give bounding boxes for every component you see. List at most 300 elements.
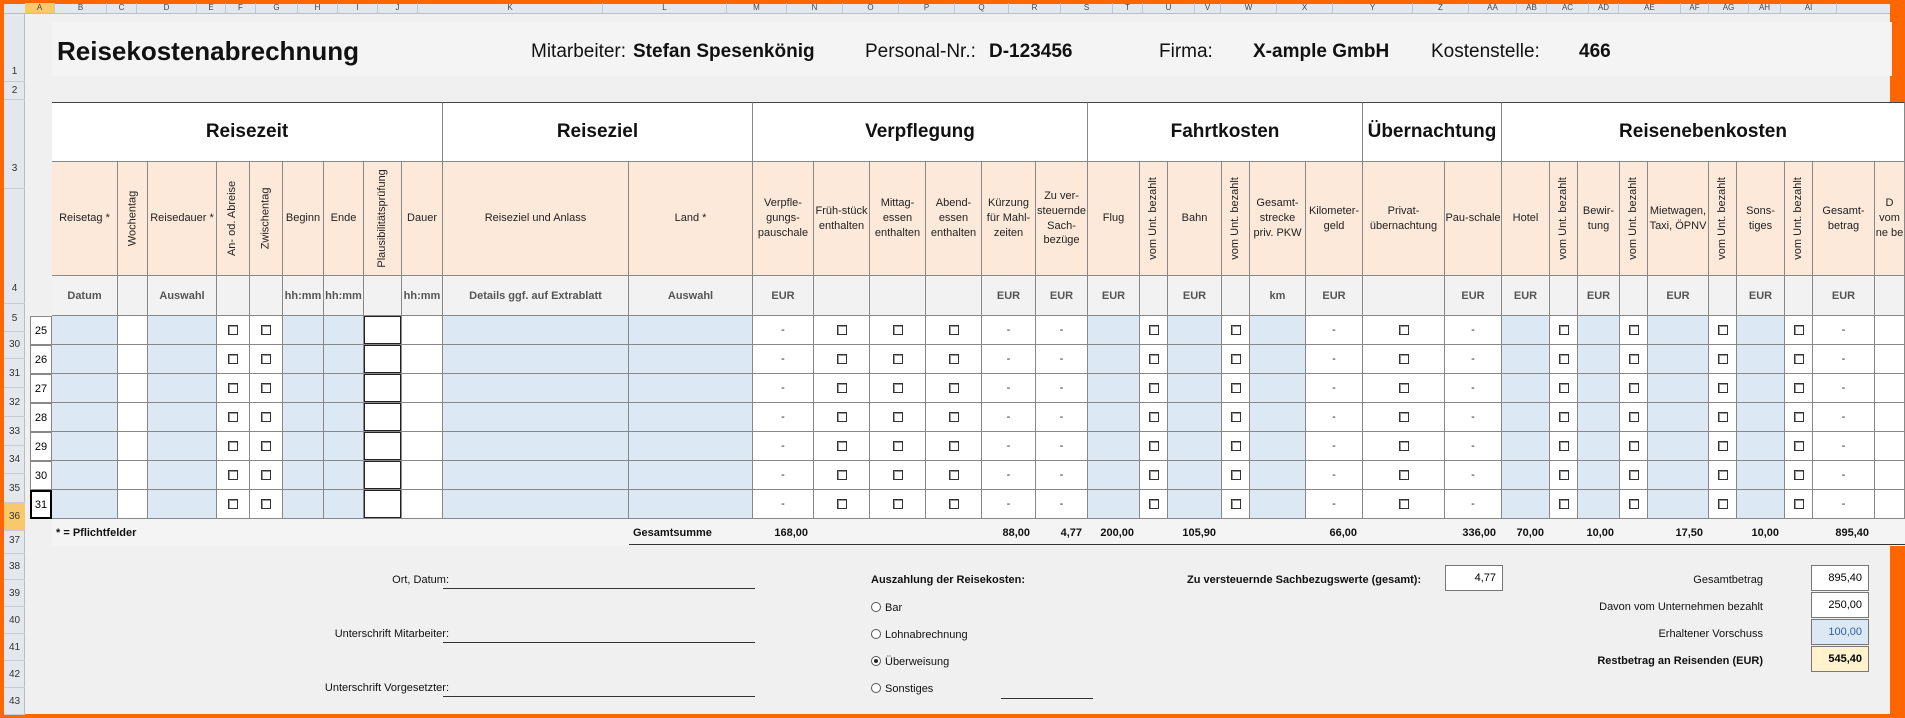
table-cell[interactable] (1620, 403, 1648, 432)
checkbox[interactable] (261, 325, 271, 335)
table-cell[interactable] (1140, 374, 1168, 403)
checkbox[interactable] (1718, 412, 1728, 422)
table-cell[interactable] (926, 432, 982, 461)
row-header[interactable]: 37 (4, 528, 25, 554)
table-cell[interactable] (1363, 316, 1445, 345)
table-cell[interactable] (1140, 345, 1168, 374)
checkbox[interactable] (1794, 354, 1804, 364)
table-cell[interactable] (814, 490, 870, 519)
table-cell[interactable] (814, 345, 870, 374)
table-cell[interactable] (283, 432, 324, 461)
row-header[interactable]: 33 (4, 418, 25, 446)
table-cell[interactable] (1709, 374, 1737, 403)
kostenstelle-value[interactable]: 466 (1579, 41, 1611, 62)
checkbox[interactable] (261, 441, 271, 451)
table-cell[interactable] (250, 374, 283, 403)
table-cell[interactable] (926, 403, 982, 432)
table-cell[interactable] (870, 490, 926, 519)
table-cell[interactable] (1785, 461, 1813, 490)
table-cell[interactable] (1550, 345, 1578, 374)
column-header[interactable]: AI (1781, 3, 1837, 13)
table-cell[interactable] (1363, 374, 1445, 403)
table-cell[interactable] (629, 345, 753, 374)
row-header[interactable]: 32 (4, 389, 25, 417)
table-cell[interactable] (148, 345, 217, 374)
checkbox[interactable] (1149, 383, 1159, 393)
checkbox[interactable] (1559, 470, 1569, 480)
table-cell[interactable] (1168, 316, 1222, 345)
checkbox[interactable] (1231, 354, 1241, 364)
column-header[interactable]: M (727, 3, 787, 13)
table-cell[interactable] (1250, 403, 1306, 432)
row-header[interactable]: 2 (4, 82, 25, 100)
checkbox[interactable] (1718, 354, 1728, 364)
table-cell[interactable] (870, 345, 926, 374)
checkbox[interactable] (228, 325, 238, 335)
table-cell[interactable] (1709, 345, 1737, 374)
checkbox[interactable] (837, 470, 847, 480)
checkbox[interactable] (1559, 325, 1569, 335)
table-cell[interactable] (1088, 490, 1140, 519)
checkbox[interactable] (1399, 441, 1409, 451)
column-header[interactable]: W (1221, 3, 1277, 13)
ort-datum-line[interactable] (443, 588, 755, 589)
checkbox[interactable] (261, 470, 271, 480)
table-cell[interactable] (1222, 490, 1250, 519)
table-cell[interactable] (1578, 403, 1620, 432)
table-cell[interactable] (1578, 374, 1620, 403)
checkbox[interactable] (837, 412, 847, 422)
checkbox[interactable] (1149, 325, 1159, 335)
column-header[interactable]: E (197, 3, 226, 13)
checkbox[interactable] (949, 325, 959, 335)
checkbox[interactable] (1149, 499, 1159, 509)
table-cell[interactable] (324, 490, 364, 519)
row-header[interactable]: 3 (4, 149, 25, 189)
checkbox[interactable] (261, 412, 271, 422)
column-header[interactable]: G (256, 3, 298, 13)
table-cell[interactable] (1088, 316, 1140, 345)
unterschrift-vorgesetzter-line[interactable] (443, 696, 755, 697)
table-cell[interactable] (1502, 374, 1550, 403)
table-cell[interactable] (1578, 490, 1620, 519)
table-cell[interactable] (1550, 461, 1578, 490)
table-cell[interactable] (283, 374, 324, 403)
column-header[interactable]: Z (1413, 3, 1469, 13)
radio-icon[interactable] (871, 656, 881, 666)
table-cell[interactable] (443, 403, 629, 432)
table-cell[interactable] (1737, 345, 1785, 374)
checkbox[interactable] (1629, 383, 1639, 393)
day-number[interactable]: 30 (30, 461, 52, 490)
radio-icon[interactable] (871, 683, 881, 693)
row-header[interactable]: 39 (4, 581, 25, 607)
checkbox[interactable] (893, 325, 903, 335)
checkbox[interactable] (893, 412, 903, 422)
table-cell[interactable] (1088, 374, 1140, 403)
checkbox[interactable] (228, 412, 238, 422)
table-cell[interactable] (629, 432, 753, 461)
payment-option[interactable] (871, 629, 968, 641)
checkbox[interactable] (837, 441, 847, 451)
column-header[interactable]: Y (1333, 3, 1413, 13)
payment-option[interactable] (871, 683, 933, 695)
table-cell[interactable] (1620, 316, 1648, 345)
checkbox[interactable] (261, 383, 271, 393)
table-cell[interactable] (443, 490, 629, 519)
row-header[interactable]: 35 (4, 475, 25, 503)
checkbox[interactable] (1231, 499, 1241, 509)
table-cell[interactable] (283, 490, 324, 519)
table-cell[interactable] (1140, 490, 1168, 519)
table-cell[interactable] (1140, 316, 1168, 345)
table-cell[interactable] (814, 432, 870, 461)
table-cell[interactable] (1140, 403, 1168, 432)
table-cell[interactable] (1250, 345, 1306, 374)
table-cell[interactable] (1620, 490, 1648, 519)
table-cell[interactable] (1363, 403, 1445, 432)
row-header[interactable]: 36 (4, 503, 25, 531)
table-cell[interactable] (926, 461, 982, 490)
day-number[interactable]: 27 (30, 374, 52, 403)
table-cell[interactable] (1222, 316, 1250, 345)
table-cell[interactable] (1168, 345, 1222, 374)
checkbox[interactable] (1794, 470, 1804, 480)
column-header[interactable]: AH (1749, 3, 1781, 13)
checkbox[interactable] (949, 354, 959, 364)
column-header[interactable]: C (107, 3, 137, 13)
table-cell[interactable] (814, 374, 870, 403)
table-cell[interactable] (926, 316, 982, 345)
payment-option[interactable] (871, 602, 902, 614)
day-number[interactable]: 28 (30, 403, 52, 432)
firma-value[interactable]: X-ample GmbH (1253, 41, 1390, 62)
checkbox[interactable] (1399, 383, 1409, 393)
table-cell[interactable] (1550, 432, 1578, 461)
sonstiges-line[interactable] (1001, 698, 1093, 699)
table-cell[interactable] (1648, 316, 1709, 345)
row-header[interactable]: 31 (4, 360, 25, 388)
table-cell[interactable] (250, 432, 283, 461)
table-cell[interactable] (1550, 403, 1578, 432)
checkbox[interactable] (1231, 383, 1241, 393)
table-cell[interactable] (1785, 490, 1813, 519)
column-header[interactable]: V (1195, 3, 1221, 13)
row-header[interactable]: 40 (4, 608, 25, 634)
checkbox[interactable] (949, 412, 959, 422)
checkbox[interactable] (1399, 412, 1409, 422)
table-cell[interactable] (1222, 403, 1250, 432)
checkbox[interactable] (228, 354, 238, 364)
table-cell[interactable] (1222, 461, 1250, 490)
checkbox[interactable] (1559, 383, 1569, 393)
checkbox[interactable] (1718, 470, 1728, 480)
table-cell[interactable] (1550, 316, 1578, 345)
table-cell[interactable] (148, 374, 217, 403)
checkbox[interactable] (949, 383, 959, 393)
table-cell[interactable] (217, 490, 250, 519)
table-cell[interactable] (1785, 374, 1813, 403)
checkbox[interactable] (949, 441, 959, 451)
table-cell[interactable] (870, 374, 926, 403)
column-header[interactable]: O (843, 3, 899, 13)
checkbox[interactable] (1399, 470, 1409, 480)
reisetag-cell[interactable] (52, 490, 118, 519)
checkbox[interactable] (1399, 325, 1409, 335)
row-header[interactable]: 43 (4, 689, 25, 715)
checkbox[interactable] (1718, 383, 1728, 393)
table-cell[interactable] (1578, 316, 1620, 345)
table-cell[interactable] (217, 374, 250, 403)
column-header[interactable]: H (298, 3, 338, 13)
reisetag-cell[interactable] (52, 374, 118, 403)
table-cell[interactable] (1785, 345, 1813, 374)
table-cell[interactable] (324, 461, 364, 490)
table-cell[interactable] (283, 403, 324, 432)
checkbox[interactable] (1718, 325, 1728, 335)
checkbox[interactable] (1629, 499, 1639, 509)
table-cell[interactable] (1502, 345, 1550, 374)
checkbox[interactable] (1718, 441, 1728, 451)
checkbox[interactable] (1718, 499, 1728, 509)
column-header[interactable]: B (55, 3, 107, 13)
table-cell[interactable] (1709, 316, 1737, 345)
checkbox[interactable] (893, 354, 903, 364)
table-cell[interactable] (1363, 432, 1445, 461)
checkbox[interactable] (1149, 354, 1159, 364)
checkbox[interactable] (837, 499, 847, 509)
column-header[interactable]: AD (1589, 3, 1619, 13)
table-cell[interactable] (1502, 490, 1550, 519)
checkbox[interactable] (1231, 325, 1241, 335)
checkbox[interactable] (1794, 499, 1804, 509)
row-header[interactable]: 30 (4, 331, 25, 359)
table-cell[interactable] (1620, 461, 1648, 490)
unterschrift-mitarbeiter-line[interactable] (443, 642, 755, 643)
checkbox[interactable] (1794, 325, 1804, 335)
table-cell[interactable] (1578, 432, 1620, 461)
table-cell[interactable] (1088, 345, 1140, 374)
checkbox[interactable] (893, 441, 903, 451)
table-cell[interactable] (1709, 432, 1737, 461)
column-header[interactable]: U (1143, 3, 1195, 13)
checkbox[interactable] (1629, 441, 1639, 451)
column-header[interactable]: AC (1547, 3, 1589, 13)
table-cell[interactable] (148, 403, 217, 432)
checkbox[interactable] (1149, 470, 1159, 480)
column-header[interactable]: R (1009, 3, 1061, 13)
table-cell[interactable] (1648, 461, 1709, 490)
checkbox[interactable] (1231, 470, 1241, 480)
table-cell[interactable] (1502, 461, 1550, 490)
table-cell[interactable] (148, 316, 217, 345)
column-header[interactable]: S (1061, 3, 1113, 13)
table-cell[interactable] (443, 432, 629, 461)
table-cell[interactable] (283, 345, 324, 374)
table-cell[interactable] (1737, 461, 1785, 490)
checkbox[interactable] (228, 383, 238, 393)
checkbox[interactable] (1149, 441, 1159, 451)
table-cell[interactable] (1168, 403, 1222, 432)
table-cell[interactable] (629, 461, 753, 490)
table-cell[interactable] (283, 316, 324, 345)
table-cell[interactable] (1222, 345, 1250, 374)
table-cell[interactable] (283, 461, 324, 490)
table-cell[interactable] (1250, 461, 1306, 490)
table-cell[interactable] (217, 345, 250, 374)
day-number[interactable]: 31 (30, 490, 52, 519)
table-cell[interactable] (926, 374, 982, 403)
table-cell[interactable] (217, 316, 250, 345)
vorschuss-value[interactable]: 100,00 (1811, 619, 1869, 645)
column-header[interactable]: Q (955, 3, 1009, 13)
table-cell[interactable] (443, 316, 629, 345)
table-cell[interactable] (443, 374, 629, 403)
table-cell[interactable] (1222, 432, 1250, 461)
table-cell[interactable] (217, 403, 250, 432)
reisetag-cell[interactable] (52, 403, 118, 432)
table-cell[interactable] (1578, 345, 1620, 374)
checkbox[interactable] (1794, 441, 1804, 451)
table-cell[interactable] (1168, 432, 1222, 461)
table-cell[interactable] (1737, 403, 1785, 432)
column-header[interactable]: AE (1619, 3, 1681, 13)
table-cell[interactable] (1502, 432, 1550, 461)
checkbox[interactable] (1231, 441, 1241, 451)
table-cell[interactable] (250, 490, 283, 519)
table-cell[interactable] (217, 432, 250, 461)
checkbox[interactable] (893, 470, 903, 480)
table-cell[interactable] (1737, 490, 1785, 519)
checkbox[interactable] (837, 354, 847, 364)
row-header[interactable]: 34 (4, 446, 25, 474)
table-cell[interactable] (217, 461, 250, 490)
table-cell[interactable] (1088, 403, 1140, 432)
table-cell[interactable] (1168, 461, 1222, 490)
table-cell[interactable] (1250, 490, 1306, 519)
reisetag-cell[interactable] (52, 345, 118, 374)
table-cell[interactable] (1709, 403, 1737, 432)
table-cell[interactable] (1578, 461, 1620, 490)
table-cell[interactable] (1502, 316, 1550, 345)
table-cell[interactable] (250, 316, 283, 345)
table-cell[interactable] (870, 461, 926, 490)
column-header[interactable]: N (787, 3, 843, 13)
table-cell[interactable] (926, 490, 982, 519)
column-header[interactable]: AB (1517, 3, 1547, 13)
table-cell[interactable] (926, 345, 982, 374)
column-header[interactable]: J (378, 3, 418, 13)
table-cell[interactable] (148, 461, 217, 490)
table-cell[interactable] (148, 432, 217, 461)
checkbox[interactable] (1559, 499, 1569, 509)
checkbox[interactable] (837, 325, 847, 335)
table-cell[interactable] (814, 461, 870, 490)
table-cell[interactable] (1620, 345, 1648, 374)
table-cell[interactable] (1088, 461, 1140, 490)
checkbox[interactable] (1629, 325, 1639, 335)
table-cell[interactable] (1168, 374, 1222, 403)
table-cell[interactable] (1620, 374, 1648, 403)
checkbox[interactable] (228, 470, 238, 480)
row-header[interactable]: 4 (4, 274, 25, 304)
row-header[interactable]: 1 (4, 62, 25, 82)
table-cell[interactable] (1785, 316, 1813, 345)
checkbox[interactable] (1559, 354, 1569, 364)
table-cell[interactable] (814, 316, 870, 345)
column-header[interactable]: I (338, 3, 378, 13)
checkbox[interactable] (1399, 499, 1409, 509)
checkbox[interactable] (1559, 412, 1569, 422)
table-cell[interactable] (148, 490, 217, 519)
table-cell[interactable] (1785, 403, 1813, 432)
table-cell[interactable] (814, 403, 870, 432)
table-cell[interactable] (324, 316, 364, 345)
reisetag-cell[interactable] (52, 432, 118, 461)
column-header[interactable]: X (1277, 3, 1333, 13)
table-cell[interactable] (1648, 345, 1709, 374)
checkbox[interactable] (1149, 412, 1159, 422)
table-cell[interactable] (1363, 345, 1445, 374)
table-cell[interactable] (443, 461, 629, 490)
payment-option[interactable] (871, 656, 949, 668)
table-cell[interactable] (1737, 316, 1785, 345)
table-cell[interactable] (1250, 432, 1306, 461)
table-cell[interactable] (1648, 374, 1709, 403)
table-cell[interactable] (1550, 490, 1578, 519)
table-cell[interactable] (1737, 374, 1785, 403)
personal-nr-value[interactable]: D-123456 (989, 41, 1073, 62)
checkbox[interactable] (261, 499, 271, 509)
reisetag-cell[interactable] (52, 316, 118, 345)
checkbox[interactable] (837, 383, 847, 393)
table-cell[interactable] (1737, 432, 1785, 461)
column-header[interactable]: D (137, 3, 197, 13)
table-cell[interactable] (1648, 490, 1709, 519)
table-cell[interactable] (1648, 403, 1709, 432)
table-cell[interactable] (1363, 490, 1445, 519)
table-cell[interactable] (870, 432, 926, 461)
table-cell[interactable] (870, 316, 926, 345)
table-cell[interactable] (324, 345, 364, 374)
row-header[interactable]: 41 (4, 635, 25, 661)
table-cell[interactable] (1502, 403, 1550, 432)
checkbox[interactable] (1559, 441, 1569, 451)
checkbox[interactable] (893, 499, 903, 509)
table-cell[interactable] (324, 374, 364, 403)
table-cell[interactable] (250, 345, 283, 374)
table-cell[interactable] (1709, 461, 1737, 490)
checkbox[interactable] (1794, 412, 1804, 422)
table-cell[interactable] (629, 403, 753, 432)
checkbox[interactable] (1629, 470, 1639, 480)
table-cell[interactable] (870, 403, 926, 432)
column-header[interactable]: AG (1709, 3, 1749, 13)
column-header[interactable]: K (418, 3, 603, 13)
checkbox[interactable] (893, 383, 903, 393)
column-header[interactable]: AF (1681, 3, 1709, 13)
table-cell[interactable] (250, 403, 283, 432)
radio-icon[interactable] (871, 602, 881, 612)
column-header[interactable]: AA (1469, 3, 1517, 13)
checkbox[interactable] (228, 441, 238, 451)
table-cell[interactable] (324, 403, 364, 432)
column-header[interactable]: A (25, 3, 55, 13)
table-cell[interactable] (1140, 432, 1168, 461)
day-number[interactable]: 25 (30, 316, 52, 345)
table-cell[interactable] (629, 316, 753, 345)
table-cell[interactable] (629, 374, 753, 403)
